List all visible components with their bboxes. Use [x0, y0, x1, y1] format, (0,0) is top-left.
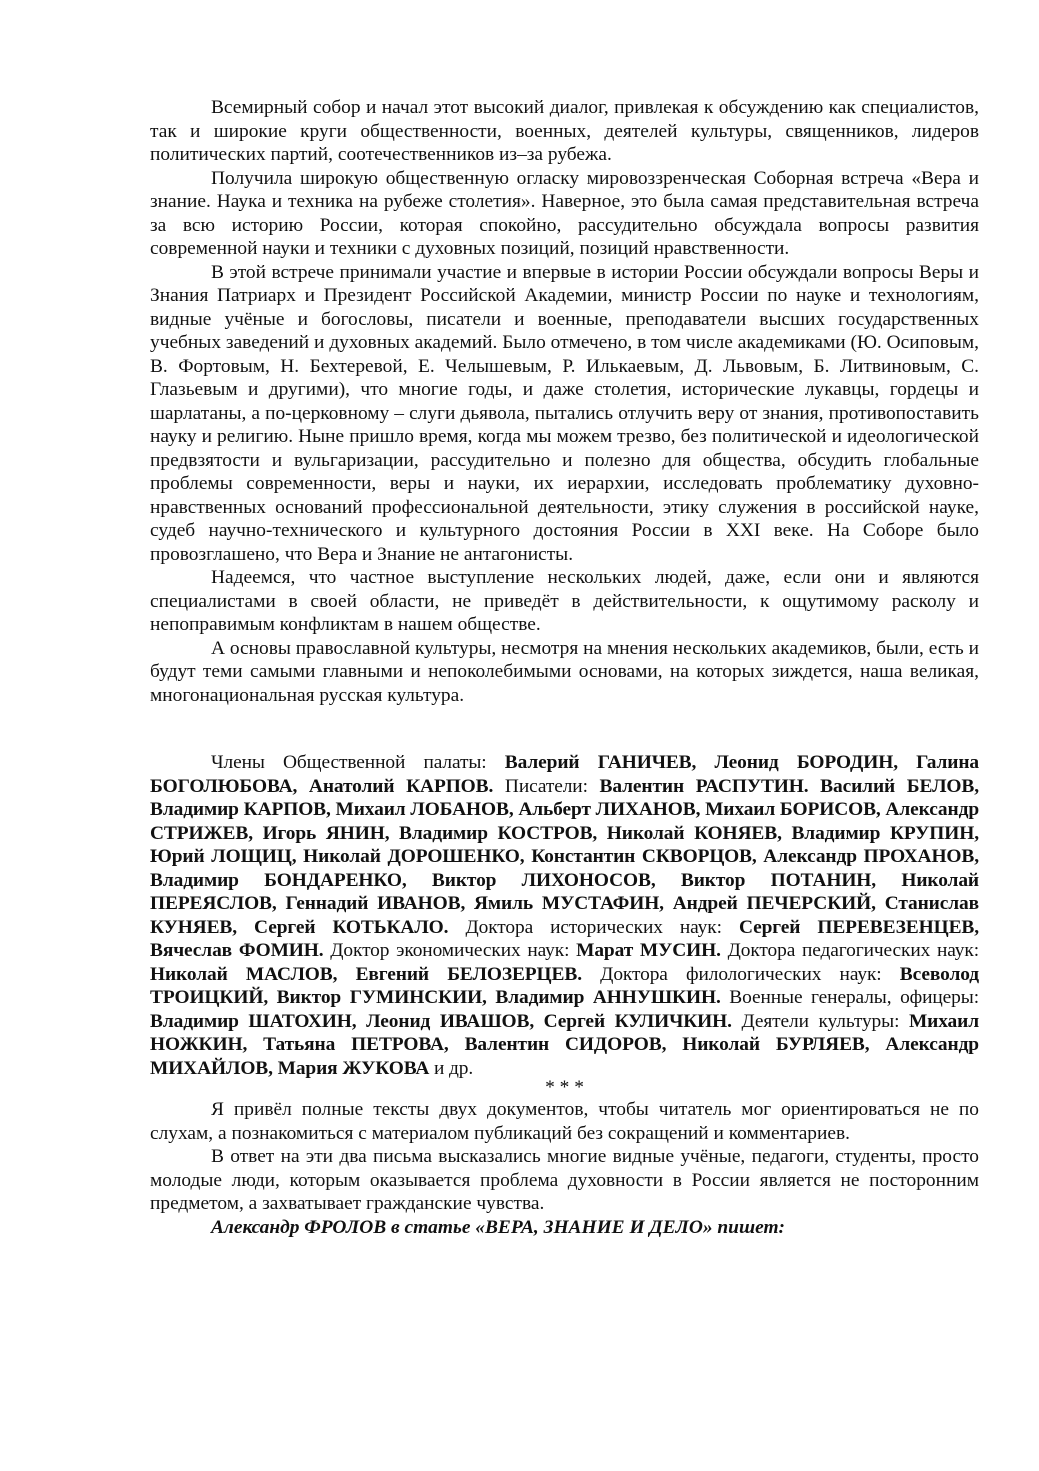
signer-group-label: Доктора педагогических наук:	[720, 940, 979, 961]
signer-names: Сергей ПЕРЕВЕЗЕНЦЕВ, Вячеслав ФОМИН.	[150, 916, 979, 961]
paragraph-meeting: Получила широкую общественную огласку мировоззренческая Соборная встреча «Вера и знание. Наука и техника на рубеже столетия». Наверное, это была самая представительная встреча за всю историю России, которая спокойно, рассудительно обсуждала вопросы развития современной науки и техники с духовных позиций, позиций нравственности.	[150, 167, 979, 259]
signer-group-label: Писатели:	[493, 775, 600, 797]
paragraph-culture: А основы православной культуры, несмотря на мнения нескольких академиков, были, есть и будут теми самыми главными и непоколебимыми основами, на которых зиждется, наша великая, многонациональная русская культура.	[150, 637, 979, 706]
signer-names: Всеволод ТРОИЦКИЙ, Виктор ГУМИНСКИИ, Владимир АННУШКИН.	[150, 963, 979, 1008]
signer-names: Николай МАСЛОВ, Евгений БЕЛОЗЕРЦЕВ.	[150, 963, 582, 985]
paragraph-response: В ответ на эти два письма высказались многие видные учёные, педагоги, студенты, просто молодые люди, которым оказывается проблема духовности в России является не посторонним предметом, а захватывает гражданские чувства.	[150, 1146, 979, 1214]
section-separator: * * *	[545, 1077, 584, 1098]
spacer	[150, 707, 979, 751]
signer-names: Владимир ШАТОХИН, Леонид ИВАШОВ, Сергей КУЛИЧКИН.	[150, 1010, 732, 1032]
paragraph-sobor: Всемирный собор и начал этот высокий диалог, привлекая к обсуждению как специалистов, так и широкие круги общественности, военных, деятелей культуры, священников, лидеров политических партий, соотечественников из–за рубежа.	[150, 97, 979, 165]
signer-group-label: Члены Общественной палаты:	[211, 752, 505, 773]
signers-list	[150, 751, 979, 1080]
signer-names: Михаил НОЖКИН, Татьяна ПЕТРОВА, Валентин СИДОРОВ, Николай БУРЛЯЕВ, Александр МИХАЙЛОВ, Мария ЖУКОВА	[150, 1010, 979, 1079]
signer-group-label: Доктора филологических наук:	[581, 963, 900, 985]
signers-tail: и др.	[429, 1057, 474, 1079]
signer-names: Валерий ГАНИЧЕВ, Леонид БОРОДИН, Галина БОГОЛЮБОВА, Анатолий КАРПОВ.	[150, 752, 980, 797]
paragraph-participants: В этой встрече принимали участие и впервые в истории России обсуждали вопросы Веры и Знания Патриарх и Президент Российской Академии, министр России по науке и технологиям, видные учёные и богословы, писатели и военные, преподаватели высших государственных учебных заведений и духовных академий. Было отмечено, в том числе академиками (Ю. Осиповым, В. Фортовым, Н. Бехтеревой, Е. Челышевым, Р. Илькаевым, Д. Львовым, Б. Литвиновым, С. Глазьевым и другими), что многие годы, и даже столетия, исторические лукавцы, гордецы и шарлатаны, а по-церковному – слуги дьявола, пытались отлучить веру от знания, противопоставить науку и религию. Ныне пришло время, когда мы можем трезво, без политической и идеологической предвзятости и вульгаризации, рассудительно и полезно для общества, обсудить глобальные проблемы современности, веры и науки, их иерархии, исследовать проблематику духовно-нравственных оснований профессиональной деятельности, этику служения в российской науке, судеб научно-технического и культурного достояния России в XXI веке. На Соборе было провозглашено, что Вера и Знание не антагонисты.	[150, 261, 979, 565]
document-page	[150, 96, 979, 1239]
frolov-heading: Александр ФРОЛОВ в статье «ВЕРА, ЗНАНИЕ И ДЕЛО» пишет:	[211, 1216, 786, 1238]
paragraph-documents: Я привёл полные тексты двух документов, чтобы читатель мог ориентироваться не по слухам, а познакомиться с материалом публикаций без сокращений и комментариев.	[150, 1099, 979, 1144]
signer-names: Валентин РАСПУТИН. Василий БЕЛОВ, Владимир КАРПОВ, Михаил ЛОБАНОВ, Альберт ЛИХАНОВ, Михаил БОРИСОВ, Александр СТРИЖЕВ, Игорь ЯНИН, Владимир КОСТРОВ, Николай КОНЯЕВ, Владимир КРУПИН, Юрий ЛОЩИЦ, Николай ДОРОШЕНКО, Константин СКВОРЦОВ, Александр ПРОХАНОВ, Владимир БОНДАРЕНКО, Виктор ЛИХОНОСОВ, Виктор ПОТАНИН, Николай ПЕРЕЯСЛОВ, Геннадий ИВАНОВ, Ямиль МУСТАФИН, Андрей ПЕЧЕРСКИЙ, Станислав КУНЯЕВ, Сергей КОТЬКАЛО.	[150, 775, 979, 938]
paragraph-hope: Надеемся, что частное выступление нескольких людей, даже, если они и являются специалистами в своей области, не приведёт в действительности, к ощутимому расколу и непоправимым конфликтам в нашем обществе.	[150, 567, 979, 635]
signer-group-label: Доктора исторических наук:	[448, 916, 739, 938]
signer-group-label: Доктор экономических наук:	[323, 940, 577, 961]
signer-names: Марат МУСИН.	[576, 940, 721, 961]
signer-group-label: Деятели культуры:	[731, 1010, 909, 1032]
signer-group-label: Военные генералы, офицеры:	[720, 987, 979, 1008]
